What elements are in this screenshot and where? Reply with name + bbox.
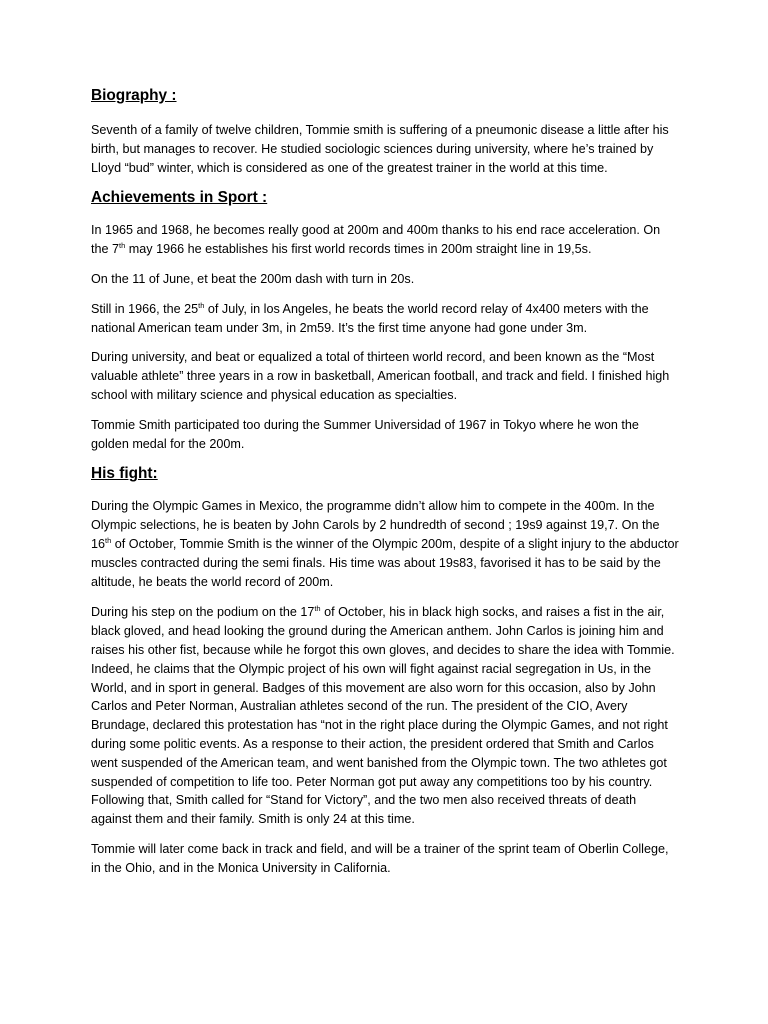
biography-heading: Biography : — [91, 87, 177, 104]
superscript: th — [105, 535, 112, 545]
fight-paragraph-2 — [91, 603, 680, 829]
text-run: of July, in los Angeles, he beats the world record relay of 4x400 meters with the national American team under 3m, in 2m59. It’s the first time anyone had gone under 3m. — [91, 301, 649, 335]
text-run: of October, Tommie Smith is the winner of the Olympic 200m, despite of a slight injury to the abductor muscles contracted during the semi finals. His time was about 19s83, favorised it has to be said by the altitude, he beats the world record of 200m. — [91, 536, 679, 589]
achievements-paragraph-1 — [91, 221, 680, 259]
fight-paragraph-3: Tommie will later come back in track and field, and will be a trainer of the sprint team of Oberlin College, in the Ohio, and in the Monica University in California. — [91, 841, 669, 875]
text-run: of October, his in black high socks, and raises a fist in the air, black gloved, and head looking the ground during the American anthem. John Carlos is joining him and raises his other fist, because while he forgot this own gloves, and decides to share the idea with Tommie. Indeed, he claims that the Olympic project of his own will fight against racial segregation in Us, in the World, and in sport in general. Badges of this movement are also worn for this occasion, also by John Carlos and Peter Norman, Australian athletes second of the run. The president of the CIO, Avery Brundage, declared this protestation has “not in the right place during the Olympic Games, and not right during some politic events. As a response to their action, the president ordered that Smith and Carlos went suspended of the American team, and went banished from the Olympic town. The two athletes got suspended of competition to life too. Peter Norman got put away any competitions too by his country. Following that, Smith called for “Stand for Victory”, and the two men also received threats of death against them and their family. Smith is only 24 at this time. — [91, 605, 675, 827]
fight-paragraph-1 — [91, 497, 680, 591]
biography-paragraph: Seventh of a family of twelve children, Tommie smith is suffering of a pneumonic disease a little after his birth, but manages to recover. He studied sociologic sciences during university, where he’s trained by Lloyd “bud” winter, which is considered as one of the greatest trainer in the world at this time. — [91, 123, 669, 175]
text-run: In 1965 and 1968, he becomes really good at 200m and 400m thanks to his end race acceleration. On the 7 — [91, 223, 661, 257]
superscript: th — [119, 241, 126, 250]
text-run: During his step on the podium on the 17 — [91, 605, 315, 620]
text-run: may 1966 he establishes his first world records times in 200m straight line in 19,5s. — [125, 242, 592, 257]
text-run: During the Olympic Games in Mexico, the programme didn’t allow him to compete in the 400m. In the Olympic selections, he is beaten by John Carols by 2 hundredth of second ; 19s9 against 19,7. On the 16 — [91, 499, 660, 551]
fight-heading: His fight: — [91, 465, 158, 483]
achievements-paragraph-4: During university, and beat or equalized a total of thirteen world record, and been known as the “Most valuable athlete” three years in a row in basketball, American football, and track and field. I finished high school with military science and physical education as specialties. — [91, 350, 670, 402]
achievements-heading: Achievements in Sport : — [91, 189, 268, 207]
achievements-paragraph-2: On the 11 of June, et beat the 200m dash with turn in 20s. — [91, 271, 415, 286]
superscript: th — [314, 604, 321, 614]
achievements-paragraph-5: Tommie Smith participated too during the Summer Universidad of 1967 in Tokyo where he won the golden medal for the 200m. — [91, 417, 639, 451]
text-run: Still in 1966, the 25 — [91, 301, 199, 316]
achievements-paragraph-3 — [91, 300, 680, 338]
superscript: th — [198, 300, 205, 310]
